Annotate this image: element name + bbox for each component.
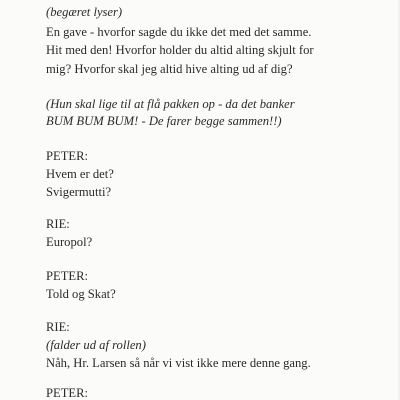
dialogue-line: Hit med den! Hvorfor holder du altid alting skjult for — [46, 43, 314, 57]
dialogue-line: mig? Hvorfor skal jeg altid hive alting ud af dig? — [46, 62, 293, 76]
speaker-name: PETER: — [46, 149, 88, 163]
speaker-name: PETER: — [46, 386, 88, 400]
speaker-name: RIE: — [46, 217, 70, 231]
dialogue-line: Nåh, Hr. Larsen så når vi vist ikke mere denne gang. — [46, 356, 311, 370]
dialogue-line: Told og Skat? — [46, 287, 116, 301]
speaker-name: RIE: — [46, 320, 70, 334]
stage-direction: (Hun skal lige til at flå pakken op - da det banker — [46, 97, 295, 111]
stage-direction: (begæret lyser) — [46, 5, 123, 19]
dialogue-line: Europol? — [46, 235, 93, 249]
dialogue-line: En gave - hvorfor sagde du ikke det med det samme. — [46, 25, 312, 39]
stage-direction: (falder ud af rollen) — [46, 338, 146, 352]
stage-direction: BUM BUM BUM! - De farer begge sammen!!) — [46, 114, 282, 128]
speaker-name: PETER: — [46, 269, 88, 283]
dialogue-line: Hvem er det? — [46, 167, 114, 181]
dialogue-line: Svigermutti? — [46, 185, 112, 199]
